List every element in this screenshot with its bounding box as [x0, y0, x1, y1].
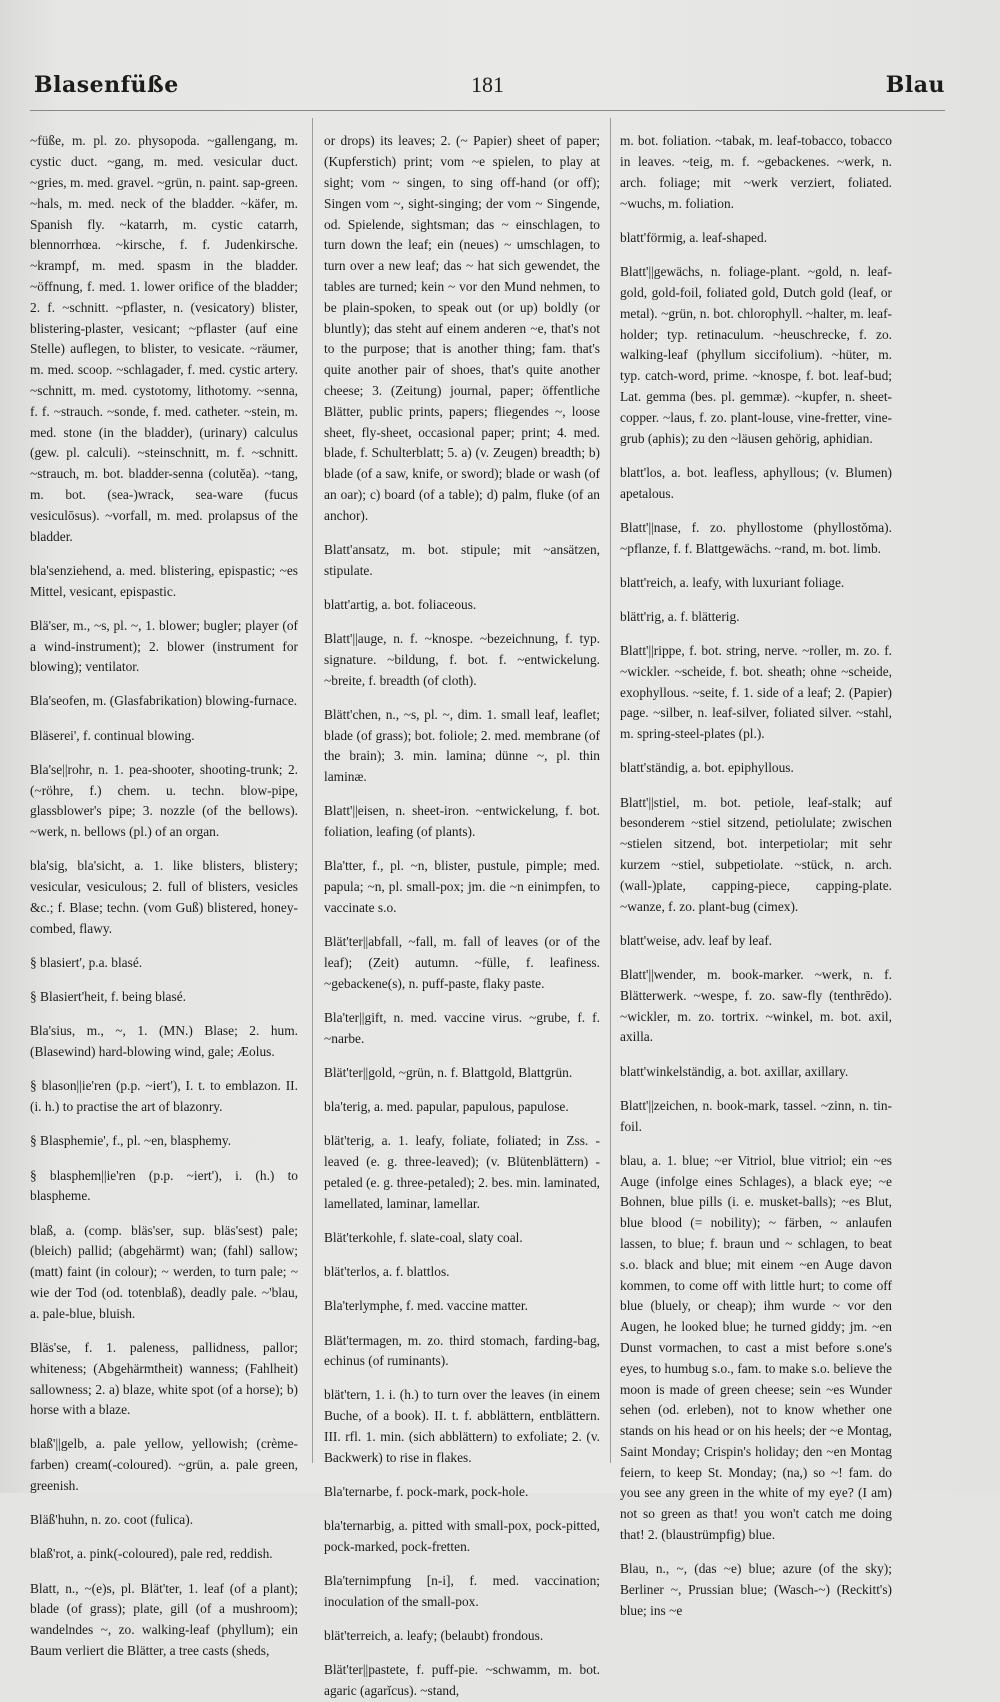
dictionary-entry: Blät'ter||abfall, ~fall, m. fall of leaves (or of the leaf); (Zeit) autumn. ~fülle, f. leafiness. ~gebackene(s), n. puff-paste, flaky paste. [324, 934, 600, 991]
dictionary-entry: § blason||ie'ren (p.p. ~iert'), I. t. to emblazon. II. (i. h.) to practise the art of blazonry. [30, 1078, 298, 1115]
page-number: 181 [471, 72, 504, 97]
dictionary-entry: blaß, a. (comp. bläs'ser, sup. bläs'sest) pale; (bleich) pallid; (abgehärmt) wan; (fahl) sallow; (matt) faint (in colour); ~ werden, to turn pale; ~ wie der Tod (od. totenblaß), deadly pale. ~'blau, a. pale-blue, bluish. [30, 1222, 298, 1321]
dictionary-entry: Bla'sius, m., ~, 1. (MN.) Blase; 2. hum. (Blasewind) hard-blowing wind, gale; Æolus. [30, 1023, 298, 1060]
column-divider [312, 118, 313, 1463]
dictionary-entry: Blät'ter||pastete, f. puff-pie. ~schwamm, m. bot. agaric (agarĭcus). ~stand, [324, 1662, 600, 1699]
header-rule [30, 110, 945, 111]
dictionary-entry: m. bot. foliation. ~tabak, m. leaf-tobacco, tobacco in leaves. ~teig, m. f. ~gebackenes. ~werk, n. arch. foliage; mit ~werk verziert, foliated. ~wuchs, m. foliation. [620, 133, 892, 211]
dictionary-entry: blät'tern, 1. i. (h.) to turn over the leaves (in einem Buche, of a book). II. t. f. abblättern, entblättern. III. rfl. 1. min. (sich abblättern) to exfoliate; 2. (v. Backwerk) to rise in flakes. [324, 1387, 600, 1465]
dictionary-entry: or drops) its leaves; 2. (~ Papier) sheet of paper; (Kupferstich) print; vom ~e spielen, to play at sight; vom ~ singen, to sing off-hand (or off); Singen vom ~, sight-singing; der vom ~ Singende, od. Spielende, sightsman; das ~ einschlagen, to turn down the leaf; ein (neues) ~ umschlagen, to turn over a new leaf; das ~ hat sich gewendet, the tables are turned; kein ~ vor den Mund nehmen, to be plain-spoken, to speak out (or up) boldly (or bluntly); das steht auf einem anderen ~e, that's not to the purpose; that is another thing; fam. that's quite another pair of shoes, that's quite another cheese; 3. (Zeitung) journal, paper; öffentliche Blätter, public prints, papers; fliegendes ~, loose sheet, fly-sheet, occasional paper; print; 4. med. blade, f. Schulterblatt; 5. a) (v. Zeugen) breadth; b) blade (of a saw, knife, or sword); blade or wash (of an oar); c) board (of a table); d) palm, fluke (of an anchor). [324, 133, 600, 523]
dictionary-entry: blau, a. 1. blue; ~er Vitriol, blue vitriol; ein ~es Auge (infolge eines Schlages), a black eye; ~e Bohnen, blue pills (i. e. musket-balls); ~es Blut, blue blood (= nobility); ~ färben, ~ anlaufen lassen, to blue; f. braun und ~ schlagen, to beat s.o. black and blue; mit einem ~en Auge davon kommen, to come off with little hurt; to come off blue (bluely, or cheap); ihm wurde ~ vor den Augen, he looked blue; he turned giddy; jm. ~en Dunst vormachen, to cast a mist before s.one's eyes, to humbug s.o., fam. to make s.o. believe the moon is made of green cheese; sein ~es Wunder sehen (od. erleben), not to know whether one stands on his head or on his heels; der ~e Montag, Saint Monday; Crispin's holiday; den ~en Montag feiern, to keep St. Monday; (na,) so ~! fam. do you see any green in the white of my eye? (I am) not so green as that! you won't catch me doing that! 2. (blaustrümpfig) blue. [620, 1152, 892, 1543]
dictionary-entry: ~füße, m. pl. zo. physopoda. ~gallengang, m. cystic duct. ~gang, m. med. vesicular duct. ~gries, m. med. gravel. ~grün, n. paint. sap-green. ~hals, m. med. neck of the bladder. ~käfer, m. Spanish fly. ~katarrh, m. cystic catarrh, blennorrhœa. ~kirsche, f. f. Judenkirsche. ~krampf, m. med. spasm in the bladder. ~öffnung, f. med. 1. lower orifice of the bladder; 2. f. ~schnitt. ~pflaster, n. (vesicatory) blister, blistering-plaster, vesicant; ~pflaster (auf eine Stelle) auflegen, to blister, to vesicate. ~räumer, m. med. scoop. ~schlagader, f. med. cystic artery. ~schnitt, m. med. cystotomy, lithotomy. ~senna, f. f. ~strauch. ~sonde, f. med. catheter. ~stein, m. med. stone (in the bladder), (urinary) calculus (gew. pl. calculi). ~steinschnitt, m. f. ~schnitt. ~strauch, m. bot. bladder-senna (colutĕa). ~tang, m. bot. (sea-)wrack, sea-ware (fucus vesiculōsus). ~vorfall, m. med. prolapsus of the bladder. [30, 133, 298, 544]
dictionary-entry: blatt'weise, adv. leaf by leaf. [620, 932, 773, 948]
dictionary-entry: blatt'artig, a. bot. foliaceous. [324, 596, 477, 612]
column-left [30, 118, 298, 1659]
dictionary-entry: blät'terig, a. 1. leafy, foliate, foliated; in Zss. -leaved (e. g. three-leaved); (v. Blütenblättern) -petaled (e. g. three-petaled); 2. bes. min. laminated, lamellated, laminar, lamellar. [324, 1133, 600, 1211]
dictionary-entry: blatt'winkelständig, a. bot. axillar, axillary. [620, 1063, 849, 1079]
dictionary-entry: Blatt'||eisen, n. sheet-iron. ~entwickelung, f. bot. foliation, leafing (of plants). [324, 803, 600, 840]
dictionary-entry: blatt'los, a. bot. leafless, aphyllous; (v. Blumen) apetalous. [620, 464, 892, 501]
dictionary-entry: blatt'ständig, a. bot. epiphyllous. [620, 760, 794, 776]
dictionary-entry: bla'senziehend, a. med. blistering, epispastic; ~es Mittel, vesicant, epispastic. [30, 562, 298, 599]
dictionary-entry: § blasphem||ie'ren (p.p. ~iert'), i. (h.) to blaspheme. [30, 1167, 298, 1204]
dictionary-entry: Bläß'huhn, n. zo. coot (fulica). [30, 1512, 194, 1528]
dictionary-entry: Blatt'||stiel, m. bot. petiole, leaf-stalk; auf besonderem ~stiel sitzend, petiolulate; zwischen ~stielen sitzend, bot. interpetiolar; mit sehr kurzem ~stiel, subpetiolate. ~stück, n. arch. (wall-)plate, capping-piece, capping-plate. ~wanze, f. zo. plant-bug (cimex). [620, 794, 892, 914]
dictionary-entry: § blasiert', p.a. blasé. [30, 955, 143, 971]
dictionary-entry: Blatt'||wender, m. book-marker. ~werk, n. f. Blätterwerk. ~wespe, f. zo. saw-fly (tenthrēdo). ~wickler, m. zo. tortrix. ~winkel, m. bot. axil, axilla. [620, 966, 892, 1045]
dictionary-entry: § Blasphemie', f., pl. ~en, blasphemy. [30, 1133, 232, 1149]
dictionary-entry: Bla'ternarbe, f. pock-mark, pock-hole. [324, 1484, 529, 1500]
dictionary-entry: Bläs'se, f. 1. paleness, pallidness, pallor; whiteness; (Abgehärmtheit) wanness; (Fahlheit) sallowness; 2. a) blaze, white spot (of a horse); b) horse with a blaze. [30, 1339, 298, 1418]
dictionary-entry: bla'sig, bla'sicht, a. 1. like blisters, blistery; vesicular, vesiculous; 2. full of blisters, vesicles &c.; f. Blase; techn. (vom Guß) blistered, honey-combed, flawy. [30, 858, 298, 936]
dictionary-entry: Blatt'ansatz, m. bot. stipule; mit ~ansätzen, stipulate. [324, 541, 600, 578]
dictionary-entry: blaß'||gelb, a. pale yellow, yellowish; (crème-farben) cream(-coloured). ~grün, a. pale green, greenish. [30, 1436, 298, 1494]
left-running-head: Blasenfüße [34, 72, 179, 98]
dictionary-entry: bla'ternarbig, a. pitted with small-pox, pock-pitted, pock-marked, pock-fretten. [324, 1518, 600, 1555]
dictionary-entry: § Blasiert'heit, f. being blasé. [30, 989, 186, 1005]
column-right [620, 118, 892, 1618]
dictionary-entry: Bla'tter, f., pl. ~n, blister, pustule, pimple; med. papula; ~n, pl. small-pox; jm. die ~n einimpfen, to vaccinate s.o. [324, 858, 600, 916]
dictionary-entry: Blät'termagen, m. zo. third stomach, farding-bag, echinus (of ruminants). [324, 1332, 600, 1369]
dictionary-entry: Blätt'chen, n., ~s, pl. ~, dim. 1. small leaf, leaflet; blade (of grass); bot. foliole; 2. med. membrane (of the brain); 3. min. lamina; dünne ~, pl. thin laminæ. [324, 706, 600, 785]
dictionary-entry: Blät'ter||gold, ~grün, n. f. Blattgold, Blattgrün. [324, 1064, 573, 1080]
dictionary-entry: Blatt'||rippe, f. bot. string, nerve. ~roller, m. zo. f. ~wickler. ~scheide, f. bot. sheath; ohne ~scheide, exophyllous. ~seite, f. 1. side of a leaf; 2. (Papier) page. ~silber, n. leaf-silver, foliated silver. ~stahl, m. spring-steel-plates (pl.). [620, 643, 892, 742]
dictionary-entry: Blatt'||nase, f. zo. phyllostome (phyllostŏma). ~pflanze, f. f. Blattgewächs. ~rand, m. bot. limb. [620, 519, 892, 556]
dictionary-entry: Bläserei', f. continual blowing. [30, 727, 195, 743]
dictionary-entry: Blatt'||auge, n. f. ~knospe. ~bezeichnung, f. typ. signature. ~bildung, f. bot. f. ~entwickelung. ~breite, f. breadth (of cloth). [324, 631, 600, 688]
dictionary-entry: blatt'reich, a. leafy, with luxuriant foliage. [620, 574, 845, 590]
dictionary-entry: blät'terlos, a. f. blattlos. [324, 1264, 450, 1280]
column-divider [610, 118, 611, 1463]
dictionary-entry: Bla'se||rohr, n. 1. pea-shooter, shooting-trunk; 2. (~röhre, f.) chem. u. techn. blow-pipe, glassblower's pipe; 3. nozzle (of the bellows). ~werk, n. bellows (pl.) of an organ. [30, 761, 298, 840]
dictionary-entry: blät'terreich, a. leafy; (belaubt) frondous. [324, 1628, 544, 1644]
page-header [30, 68, 945, 108]
dictionary-entry: Bla'seofen, m. (Glasfabrikation) blowing-furnace. [30, 693, 298, 709]
dictionary-entry: Bla'ter||gift, n. med. vaccine virus. ~grube, f. f. ~narbe. [324, 1010, 600, 1046]
dictionary-entry: Blau, n., ~, (das ~e) blue; azure (of the sky); Berliner ~, Prussian blue; (Wasch-~) (Reckitt's) blue; ins ~e [620, 1561, 892, 1618]
right-running-head: Blau [885, 72, 945, 98]
dictionary-entry: Blä'ser, m., ~s, pl. ~, 1. blower; bugler; player (of a wind-instrument); 2. blower (instrument for blowing); ventilator. [30, 617, 298, 675]
dictionary-entry: blätt'rig, a. f. blätterig. [620, 608, 740, 624]
dictionary-entry: Bla'ternimpfung [n-i], f. med. vaccination; inoculation of the small-pox. [324, 1573, 600, 1610]
dictionary-entry: Blatt'||gewächs, n. foliage-plant. ~gold, n. leaf-gold, gold-foil, foliated gold, Dutch gold (leaf, or metal). ~grün, n. bot. chlorophyll. ~halter, m. leaf-holder; typ. retinaculum. ~heuschrecke, f. zo. walking-leaf (phyllum siccifolium). ~hüter, m. typ. catch-word, prime. ~knospe, f. bot. leaf-bud; Lat. gemma (bes. pl. gemmæ). ~kupfer, n. sheet-copper. ~laus, f. zo. plant-louse, vine-fretter, vine-grub (aphis); zu den ~läusen gehörig, aphidian. [620, 264, 892, 446]
dictionary-entry: blatt'förmig, a. leaf-shaped. [620, 229, 768, 245]
dictionary-entry: Blät'terkohle, f. slate-coal, slaty coal. [324, 1229, 523, 1245]
dictionary-entry: Blatt'||zeichen, n. book-mark, tassel. ~zinn, n. tin-foil. [620, 1097, 892, 1134]
dictionary-entry: Blatt, n., ~(e)s, pl. Blät'ter, 1. leaf (of a plant); blade (of grass); plate, gill (of a mushroom); wandelndes ~, zo. walking-leaf (phyllum); ein Baum verliert die Blätter, a tree casts (sheds, [30, 1580, 298, 1659]
dictionary-entry: bla'terig, a. med. papular, papulous, papulose. [324, 1099, 569, 1115]
dictionary-entry: blaß'rot, a. pink(-coloured), pale red, reddish. [30, 1546, 273, 1562]
column-middle [324, 118, 600, 1699]
dictionary-entry: Bla'terlymphe, f. med. vaccine matter. [324, 1298, 528, 1314]
